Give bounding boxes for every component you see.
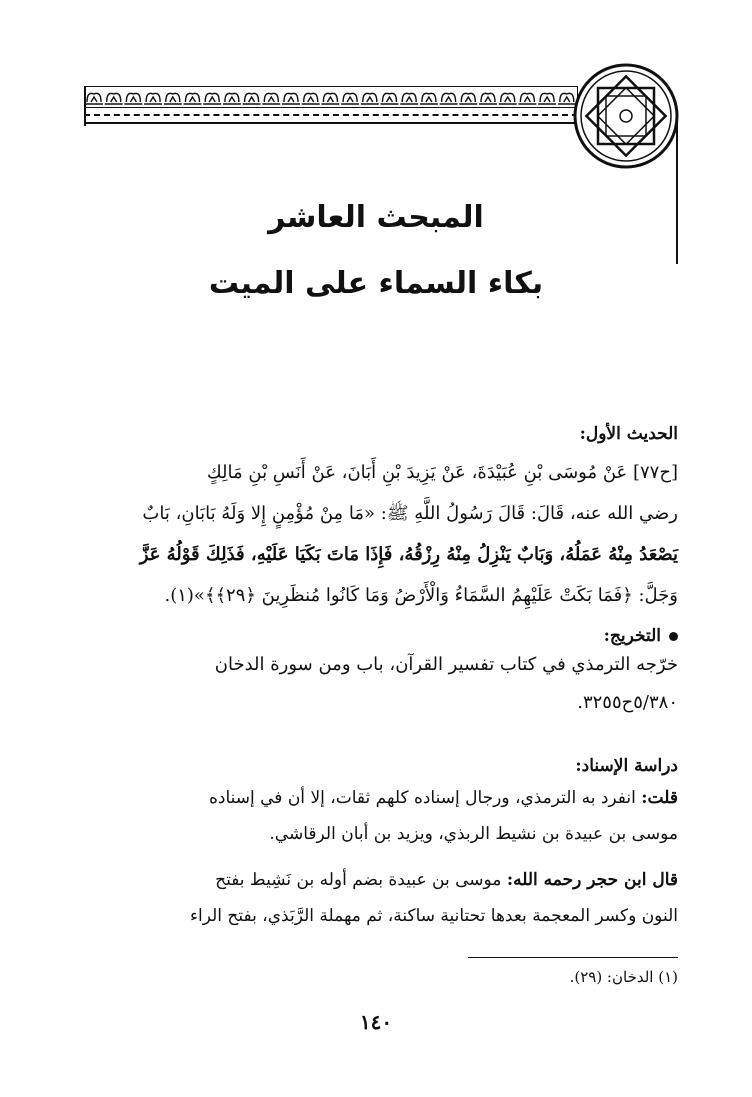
isnad-line-text: موسى بن عبيدة بضم أوله بن نَشِيط بفتح (215, 870, 502, 890)
floral-motif-icon (302, 93, 320, 104)
floral-motif-icon (144, 93, 162, 104)
footnote: (١) الدخان: (٢٩). (569, 968, 678, 986)
isnad-line-text: انفرد به الترمذي، ورجال إسناده كلهم ثقات، إلا أن في إسناده (208, 788, 636, 808)
floral-motif-icon (499, 93, 517, 104)
isnad-line (74, 862, 678, 898)
takhrij-heading-text: التخريج: (603, 626, 661, 646)
floral-motif-icon (361, 93, 379, 104)
floral-motif-icon (440, 93, 458, 104)
page-number: ١٤٠ (359, 1010, 393, 1034)
floral-motif-icon (518, 93, 536, 104)
takhrij-heading (74, 626, 678, 646)
isnad-paragraph-2 (74, 862, 678, 934)
floral-motif-icon (381, 93, 399, 104)
takhrij-line: ٥/٣٨٠ح٣٢٥٥. (577, 692, 678, 713)
solid-border-line (84, 122, 578, 124)
dashed-border-line (84, 114, 578, 116)
floral-motif-icon (341, 93, 359, 104)
floral-motif-icon (479, 93, 497, 104)
hadith-text (74, 452, 678, 616)
floral-motif-icon (420, 93, 438, 104)
floral-motif-icon (262, 93, 280, 104)
takhrij-section (74, 626, 678, 722)
floral-motif-icon (538, 93, 556, 104)
floral-motif-icon (85, 93, 103, 104)
hadith-line: [ح٧٧] عَنْ مُوسَى بْنِ عُبَيْدَةَ، عَنْ يَزِيدَ بْنِ أَبَانَ، عَنْ أَنَسِ بْنِ مَالِكٍ (206, 462, 678, 483)
floral-motif-icon (184, 93, 202, 104)
floral-motif-icon (105, 93, 123, 104)
floral-motif-icon (400, 93, 418, 104)
floral-motif-icon (124, 93, 142, 104)
isnad-heading: دراسة الإسناد: (575, 756, 678, 776)
floral-motif-icon (321, 93, 339, 104)
isnad-lead: قال ابن حجر رحمه الله: (506, 870, 678, 890)
isnad-line (74, 780, 678, 816)
floral-motif-icon (282, 93, 300, 104)
takhrij-line: خرّجه الترمذي في كتاب تفسير القرآن، باب ومن سورة الدخان (214, 654, 678, 675)
hadith-line: رضي الله عنه، قَالَ: قَالَ رَسُولُ اللَّهِ ﷺ: «مَا مِنْ مُؤْمِنٍ إِلا وَلَهُ بَابَانِ، بَابٌ (142, 503, 678, 524)
isnad-line: موسى بن عبيدة بن نشيط الربذي، ويزيد بن أبان الرقاشي. (269, 824, 678, 844)
hadith-line: وَجَلَّ: ﴿فَمَا بَكَتْ عَلَيْهِمُ السَّمَاءُ وَالْأَرْضُ وَمَا كَانُوا مُنظَرِينَ ﴿٢٩﴾﴾»(١). (164, 585, 678, 606)
octagonal-ornament-emblem-icon (572, 62, 680, 170)
floral-motif-icon (459, 93, 477, 104)
isnad-lead: قلت: (641, 788, 678, 808)
floral-motif-icon (164, 93, 182, 104)
floral-motif-icon (223, 93, 241, 104)
bullet-icon (669, 632, 678, 641)
footnote-separator (468, 957, 678, 958)
ornamental-border-strip (84, 86, 578, 108)
hadith-heading: الحديث الأول: (579, 424, 678, 444)
floral-motif-icon (243, 93, 261, 104)
isnad-line: النون وكسر المعجمة بعدها تحتانية ساكنة، ثم مهملة الرَّبَذي، بفتح الراء (190, 906, 678, 926)
floral-motif-icon (203, 93, 221, 104)
hadith-line: يَصْعَدُ مِنْهُ عَمَلُهُ، وَبَابٌ يَنْزِلُ مِنْهُ رِزْقُهُ، فَإِذَا مَاتَ بَكَيَا عَلَيْهِ، فَذَلِكَ قَوْلُهُ عَزَّ (139, 544, 678, 565)
hadith-section (74, 424, 678, 616)
chapter-title: المبحث العاشر (268, 200, 484, 235)
isnad-paragraph-1 (74, 780, 678, 852)
subject-title: بكاء السماء على الميت (208, 266, 544, 301)
isnad-section (74, 756, 678, 934)
takhrij-text (74, 646, 678, 722)
